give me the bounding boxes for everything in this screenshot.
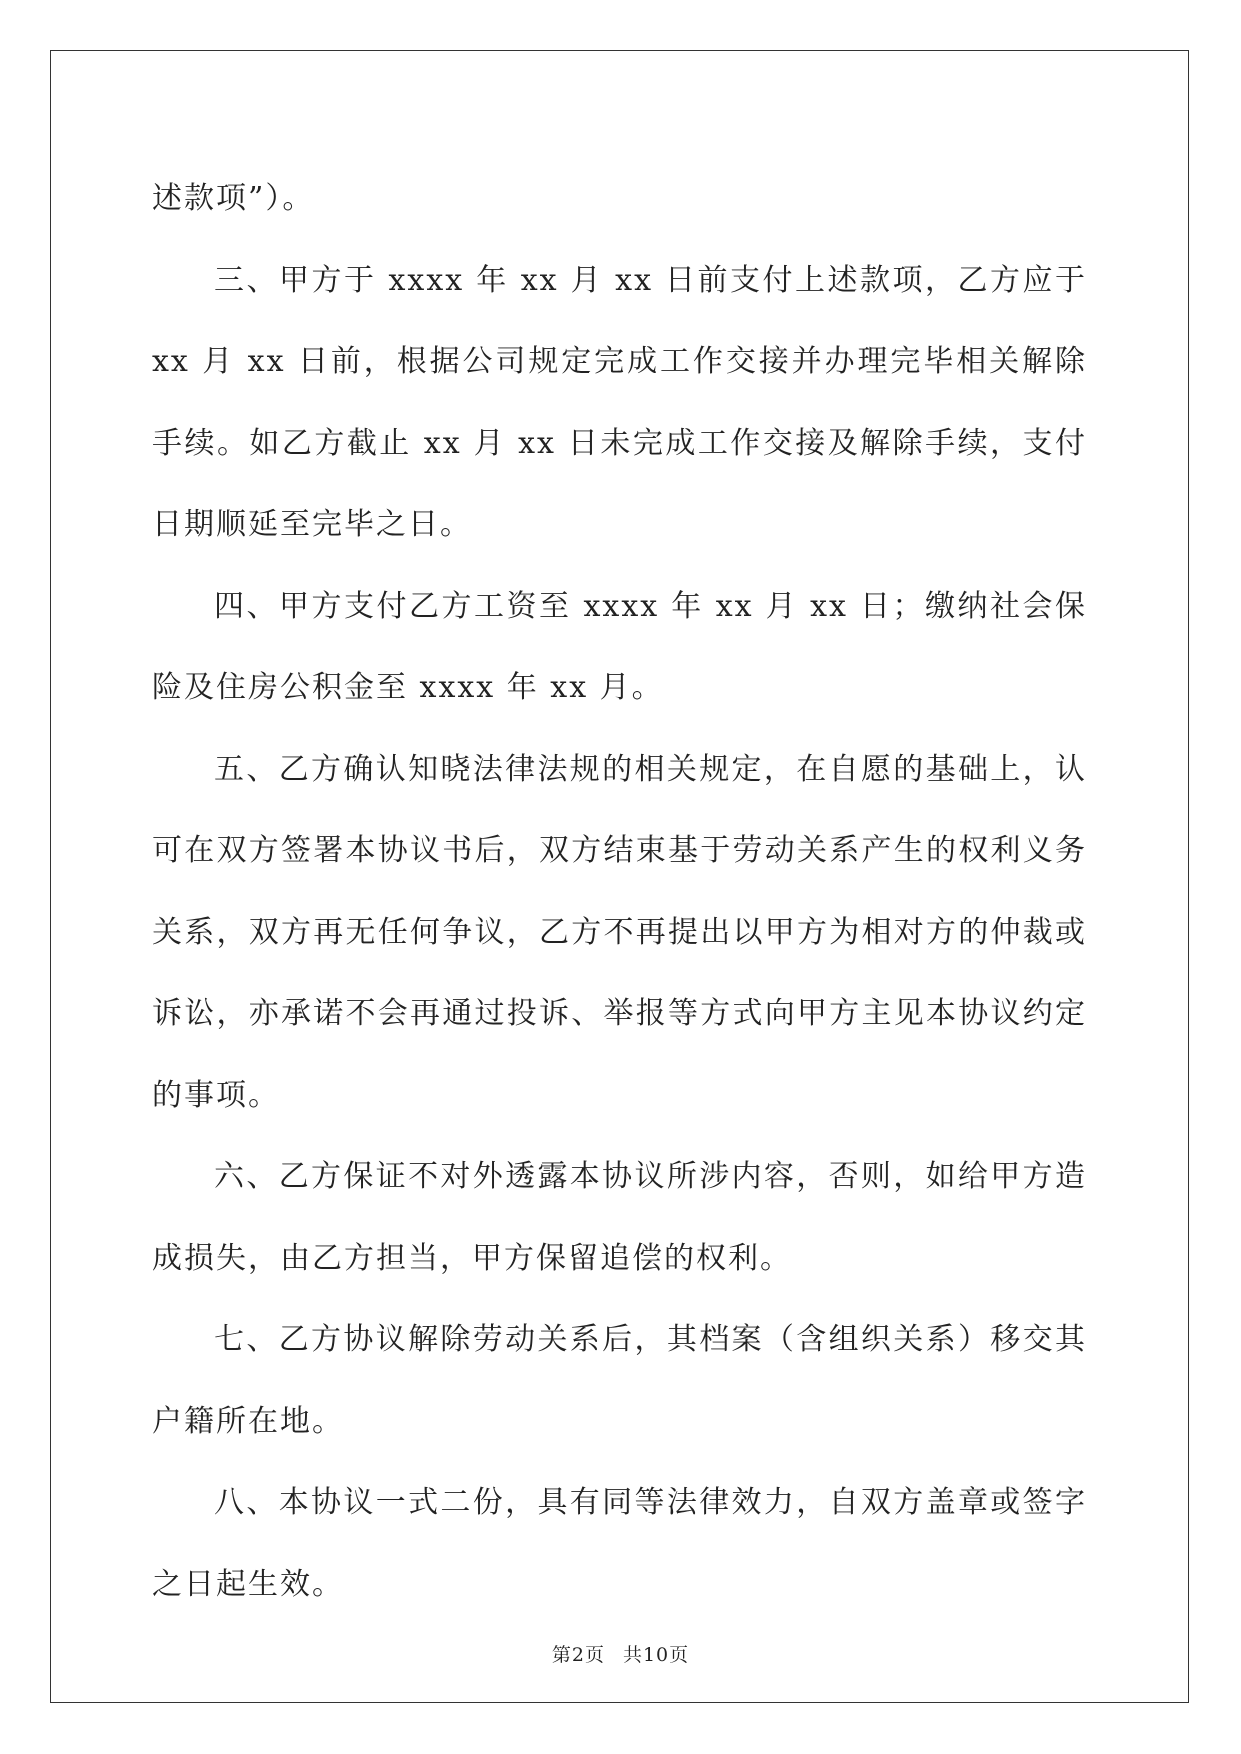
paragraph-clause-8: 八、本协议一式二份，具有同等法律效力，自双方盖章或签字之日起生效。 [152, 1485, 1087, 1602]
document-body [152, 158, 1087, 1625]
paragraph-clause-3: 三、甲方于 xxxx 年 xx 月 xx 日前支付上述款项，乙方应于 xx 月 xx 日前，根据公司规定完成工作交接并办理完毕相关解除手续。如乙方截止 xx 月 xx 日未完成工作交接及解除手续，支付日期顺延至完毕之日。 [152, 262, 1087, 542]
page-total: 共10页 [622, 1644, 690, 1666]
paragraph-clause-6: 六、乙方保证不对外透露本协议所涉内容，否则，如给甲方造成损失，由乙方担当，甲方保留追偿的权利。 [152, 1159, 1087, 1276]
paragraph-clause-4: 四、甲方支付乙方工资至 xxxx 年 xx 月 xx 日；缴纳社会保险及住房公积金至 xxxx 年 xx 月。 [152, 588, 1087, 705]
page-number: 第2页 [551, 1644, 605, 1666]
paragraph-continuation: 述款项”）。 [152, 181, 315, 216]
paragraph-clause-7: 七、乙方协议解除劳动关系后，其档案（含组织关系）移交其户籍所在地。 [152, 1322, 1087, 1439]
paragraph-clause-5: 五、乙方确认知晓法律法规的相关规定，在自愿的基础上，认可在双方签署本协议书后，双方结束基于劳动关系产生的权利义务关系，双方再无任何争议，乙方不再提出以甲方为相对方的仲裁或诉讼，亦承诺不会再通过投诉、举报等方式向甲方主见本协议约定的事项。 [152, 751, 1087, 1113]
page-footer [0, 1640, 1241, 1667]
